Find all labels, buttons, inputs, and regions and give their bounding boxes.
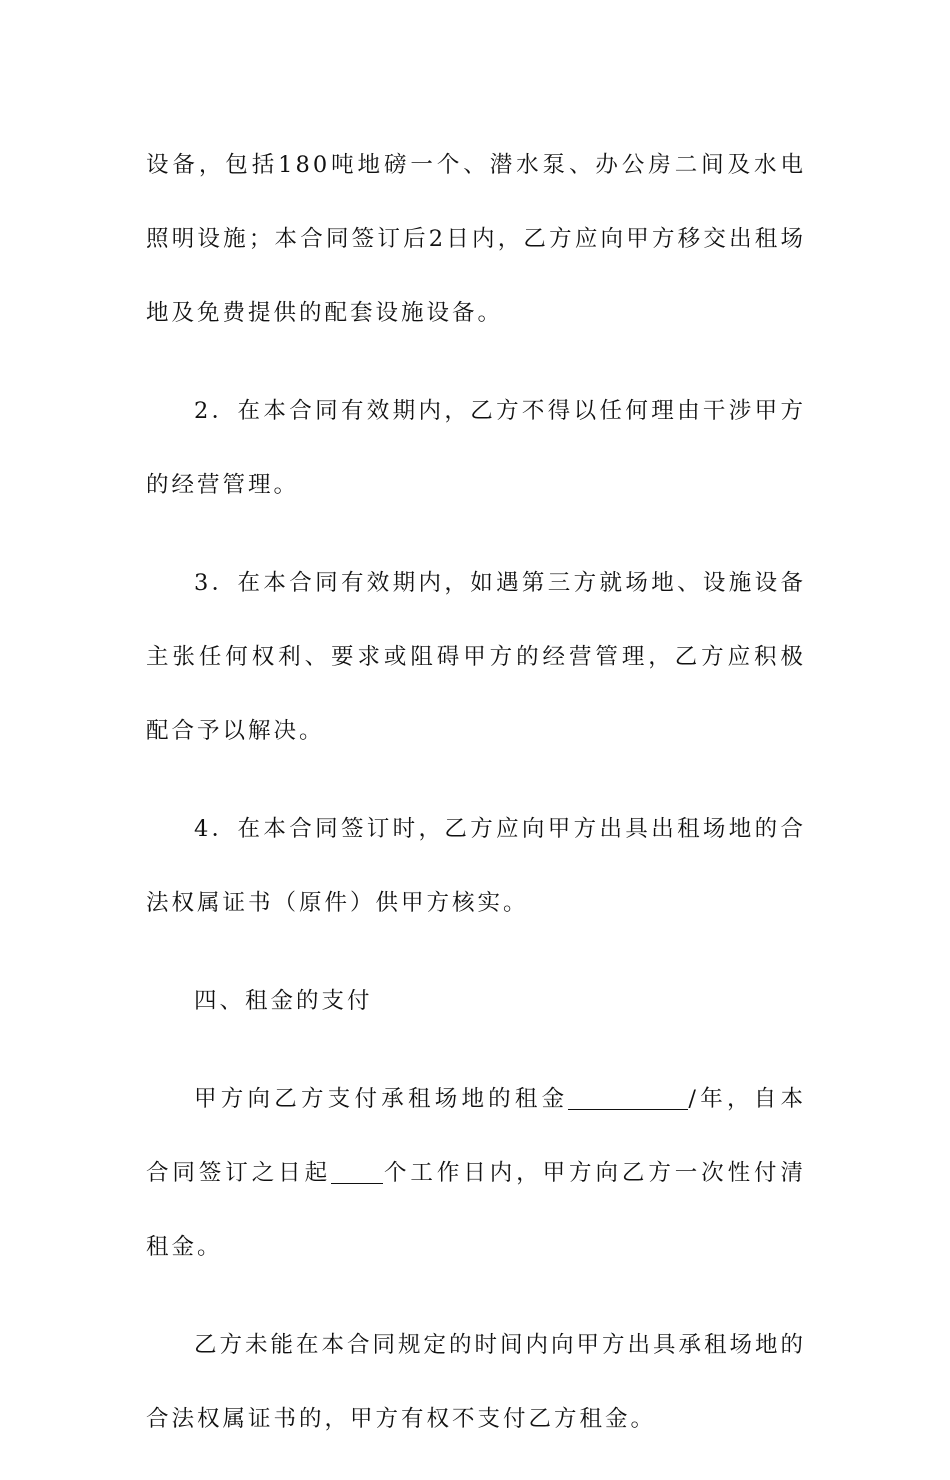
paragraph-facilities: 设备，包括180吨地磅一个、潜水泵、办公房二间及水电照明设施；本合同签订后2日内，乙方应向甲方移交出租场地及免费提供的配套设施设备。: [146, 152, 806, 326]
paragraph-rent-payment: [146, 1062, 806, 1284]
paragraph-clause-2: 2．在本合同有效期内，乙方不得以任何理由干涉甲方的经营管理。: [146, 398, 806, 498]
rent-text-part1: 甲方向乙方支付承租场地的租金: [194, 1086, 569, 1112]
section-heading-rent-payment: 四、租金的支付: [194, 988, 373, 1014]
paragraph-certificate-condition: 乙方未能在本合同规定的时间内向甲方出具承租场地的合法权属证书的，甲方有权不支付乙方租金。: [146, 1332, 807, 1432]
rent-amount-blank: [568, 1083, 688, 1110]
paragraph-clause-4: 4．在本合同签订时，乙方应向甲方出具出租场地的合法权属证书（原件）供甲方核实。: [146, 816, 806, 916]
rent-text-part2: /年，自本合同签订之日起: [146, 1086, 806, 1186]
paragraph-clause-3: 3．在本合同有效期内，如遇第三方就场地、设施设备主张任何权利、要求或阻碍甲方的经营管理，乙方应积极配合予以解决。: [146, 570, 806, 744]
working-days-blank: [331, 1157, 383, 1184]
rent-text-part3: 个工作日内，甲方向乙方一次性付清租金。: [146, 1160, 806, 1260]
document-body: [146, 128, 806, 1480]
